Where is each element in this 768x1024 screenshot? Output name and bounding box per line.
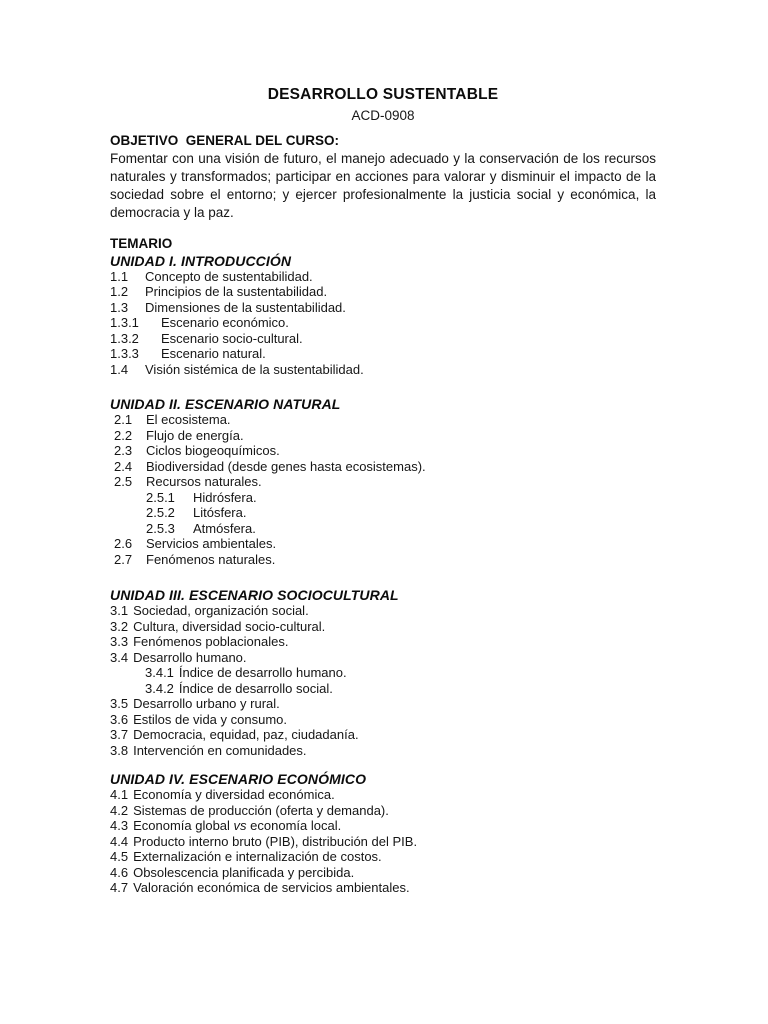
toc-item-text	[133, 727, 656, 743]
toc-item-text-part: Desarrollo humano.	[133, 649, 247, 665]
toc-item	[110, 880, 656, 896]
unit-4-heading: UNIDAD IV. ESCENARIO ECONÓMICO	[110, 771, 367, 787]
objective-heading: OBJETIVO GENERAL DEL CURSO:	[110, 133, 340, 148]
toc-item-text	[133, 634, 656, 650]
toc-item-text	[146, 474, 656, 490]
toc-item-text	[145, 284, 656, 300]
toc-item	[110, 603, 656, 619]
toc-item-text-part: Valoración económica de servicios ambientales.	[133, 880, 410, 895]
unit-2-items	[110, 412, 656, 567]
toc-item-text-part: Concepto de sustentabilidad.	[145, 268, 313, 284]
toc-item-text	[133, 849, 656, 865]
unit-section-1	[110, 253, 656, 378]
toc-item-number: 3.2	[110, 618, 129, 634]
toc-item	[110, 362, 656, 378]
toc-item-text-part: Índice de desarrollo social.	[178, 680, 333, 696]
toc-item-text-part: Índice de desarrollo humano.	[178, 665, 347, 680]
toc-item-text	[146, 443, 656, 459]
toc-item-number: 2.5.2	[146, 505, 175, 520]
toc-item	[110, 300, 656, 316]
toc-item-text-part: economía local.	[250, 818, 342, 833]
toc-item-text	[133, 712, 656, 728]
toc-item-text-part: Economía global	[133, 818, 230, 833]
toc-item	[110, 331, 656, 347]
toc-item-text-part: Intervención en comunidades.	[133, 742, 307, 758]
toc-item	[110, 865, 656, 881]
toc-item-text-part: Biodiversidad (desde genes hasta ecosistemas).	[146, 458, 426, 474]
toc-item-text	[193, 521, 656, 537]
toc-item	[110, 474, 656, 490]
toc-item-text	[179, 681, 656, 697]
toc-item	[110, 665, 656, 681]
toc-item-text	[133, 603, 656, 619]
toc-item-text	[145, 269, 656, 285]
toc-item	[110, 428, 656, 444]
toc-item-text-part: Ciclos biogeoquímicos.	[146, 443, 280, 458]
toc-item-number: 1.3.1	[110, 315, 139, 330]
unit-section-2	[110, 396, 656, 567]
toc-item	[110, 536, 656, 552]
page-title: DESARROLLO SUSTENTABLE	[267, 86, 499, 103]
unit-1-items	[110, 269, 656, 378]
toc-item-text	[133, 834, 656, 850]
toc-item-number: 1.3	[110, 299, 129, 315]
toc-item-number: 3.4.1	[145, 665, 174, 680]
toc-item	[110, 521, 656, 537]
toc-item	[110, 284, 656, 300]
course-code: ACD-0908	[351, 108, 415, 123]
toc-item-number: 3.1	[110, 603, 129, 618]
toc-item-number: 2.5.1	[146, 489, 175, 505]
toc-item-text-part: Sociedad, organización social.	[133, 603, 309, 618]
toc-item-text	[133, 787, 656, 803]
toc-item	[110, 459, 656, 475]
toc-item-text-part: Producto interno bruto (PIB), distribución del PIB.	[133, 833, 418, 849]
toc-item-text	[145, 300, 656, 316]
toc-item-text-part: Externalización e internalización de costos.	[133, 849, 382, 864]
toc-item-number: 2.5.3	[146, 520, 175, 536]
toc-item	[110, 490, 656, 506]
toc-item-number: 2.3	[114, 443, 133, 458]
toc-item-number: 3.8	[110, 742, 129, 758]
toc-item-text	[161, 315, 656, 331]
toc-item-text-part: Escenario socio-cultural.	[161, 330, 303, 346]
toc-item	[110, 727, 656, 743]
toc-item-text	[161, 331, 656, 347]
toc-item	[110, 650, 656, 666]
toc-item	[110, 834, 656, 850]
toc-item-number: 2.1	[114, 412, 133, 427]
toc-item-number: 3.4.2	[145, 680, 174, 696]
temario-heading: TEMARIO	[110, 236, 173, 251]
unit-section-3	[110, 587, 656, 758]
toc-item	[110, 346, 656, 362]
toc-item	[110, 619, 656, 635]
toc-item	[110, 696, 656, 712]
objective-paragraph: Fomentar con una visión de futuro, el manejo adecuado y la conservación de los recursos naturales y transformados; participar en acciones para valorar y disminuir el impacto de la sociedad sobre el entorno; y ejercer profesionalmente la justicia social y económica, la democracia y la paz.	[110, 151, 656, 220]
toc-item-text-part: Visión sistémica de la sustentabilidad.	[145, 361, 364, 377]
toc-item-text	[161, 346, 656, 362]
toc-item-number: 1.3.2	[110, 330, 139, 346]
toc-item-number: 1.1	[110, 268, 129, 284]
toc-item-text-italic: vs	[233, 818, 247, 833]
toc-item-number: 4.1	[110, 787, 129, 802]
toc-item-text-part: Obsolescencia planificada y percibida.	[133, 864, 355, 880]
toc-item	[110, 712, 656, 728]
toc-item	[110, 818, 656, 834]
toc-item-number: 4.5	[110, 849, 129, 864]
toc-item-text	[146, 412, 656, 428]
toc-item-number: 4.4	[110, 833, 129, 849]
toc-item-text	[133, 743, 656, 759]
toc-item-text	[133, 803, 656, 819]
toc-item-text-part: Desarrollo urbano y rural.	[133, 696, 280, 711]
toc-item-number: 2.2	[114, 427, 133, 443]
toc-item	[110, 681, 656, 697]
toc-item-text-part: Escenario económico.	[161, 315, 289, 330]
toc-item-number: 2.5	[114, 474, 133, 489]
unit-3-heading: UNIDAD III. ESCENARIO SOCIOCULTURAL	[110, 587, 399, 603]
toc-item-text-part: Cultura, diversidad socio-cultural.	[133, 618, 326, 634]
toc-item-text-part: Escenario natural.	[161, 346, 266, 361]
toc-item-text	[146, 459, 656, 475]
toc-item-number: 4.2	[110, 802, 129, 818]
toc-item-text	[146, 428, 656, 444]
unit-3-items	[110, 603, 656, 758]
toc-item-text	[133, 650, 656, 666]
toc-item-number: 2.6	[114, 536, 133, 551]
toc-item-text-part: Sistemas de producción (oferta y demanda).	[133, 802, 389, 818]
toc-item-number: 3.5	[110, 696, 129, 711]
toc-item-number: 1.3.3	[110, 346, 139, 361]
toc-item-text	[133, 880, 656, 896]
toc-item	[110, 412, 656, 428]
toc-item-number: 3.6	[110, 711, 129, 727]
toc-item-text-part: Fenómenos poblacionales.	[133, 634, 289, 649]
toc-item-text-part: Democracia, equidad, paz, ciudadanía.	[133, 727, 359, 742]
toc-item-text	[193, 490, 656, 506]
toc-item	[110, 849, 656, 865]
toc-item-text	[133, 619, 656, 635]
toc-item-text	[179, 665, 656, 681]
toc-item-text-part: Litósfera.	[193, 505, 247, 520]
toc-item	[110, 634, 656, 650]
toc-item-text	[133, 818, 656, 834]
toc-item-number: 3.4	[110, 649, 129, 665]
toc-item-text-part: Estilos de vida y consumo.	[133, 711, 287, 727]
toc-item-text	[133, 865, 656, 881]
toc-item-text-part: Dimensiones de la sustentabilidad.	[145, 299, 346, 315]
toc-item-text-part: El ecosistema.	[146, 412, 231, 427]
toc-item	[110, 787, 656, 803]
unit-section-4	[110, 771, 656, 896]
toc-item-number: 2.7	[114, 551, 133, 567]
toc-item-number: 1.2	[110, 284, 129, 299]
toc-item	[110, 803, 656, 819]
toc-item-number: 4.7	[110, 880, 129, 895]
toc-item-text-part: Recursos naturales.	[146, 474, 262, 489]
toc-item-text-part: Servicios ambientales.	[146, 536, 277, 551]
toc-item-text-part: Principios de la sustentabilidad.	[145, 284, 328, 299]
toc-item-text-part: Fenómenos naturales.	[146, 551, 276, 567]
toc-item-number: 4.3	[110, 818, 129, 833]
unit-4-items	[110, 787, 656, 896]
toc-item-number: 3.3	[110, 634, 129, 649]
toc-item	[110, 552, 656, 568]
toc-item	[110, 315, 656, 331]
toc-item-text	[133, 696, 656, 712]
toc-item-text	[146, 536, 656, 552]
toc-item-text	[146, 552, 656, 568]
toc-item-text	[193, 505, 656, 521]
toc-item-text-part: Economía y diversidad económica.	[133, 787, 335, 802]
toc-item	[110, 269, 656, 285]
toc-item-number: 1.4	[110, 361, 129, 377]
toc-item-number: 3.7	[110, 727, 129, 742]
toc-item	[110, 505, 656, 521]
toc-item	[110, 743, 656, 759]
unit-2-heading: UNIDAD II. ESCENARIO NATURAL	[110, 396, 341, 412]
toc-item-text-part: Hidrósfera.	[193, 489, 257, 505]
toc-item	[110, 443, 656, 459]
toc-item-number: 2.4	[114, 458, 133, 474]
toc-item-text	[145, 362, 656, 378]
toc-item-text-part: Flujo de energía.	[146, 427, 244, 443]
unit-1-heading: UNIDAD I. INTRODUCCIÓN	[110, 252, 292, 269]
toc-item-text-part: Atmósfera.	[193, 520, 256, 536]
toc-item-number: 4.6	[110, 864, 129, 880]
